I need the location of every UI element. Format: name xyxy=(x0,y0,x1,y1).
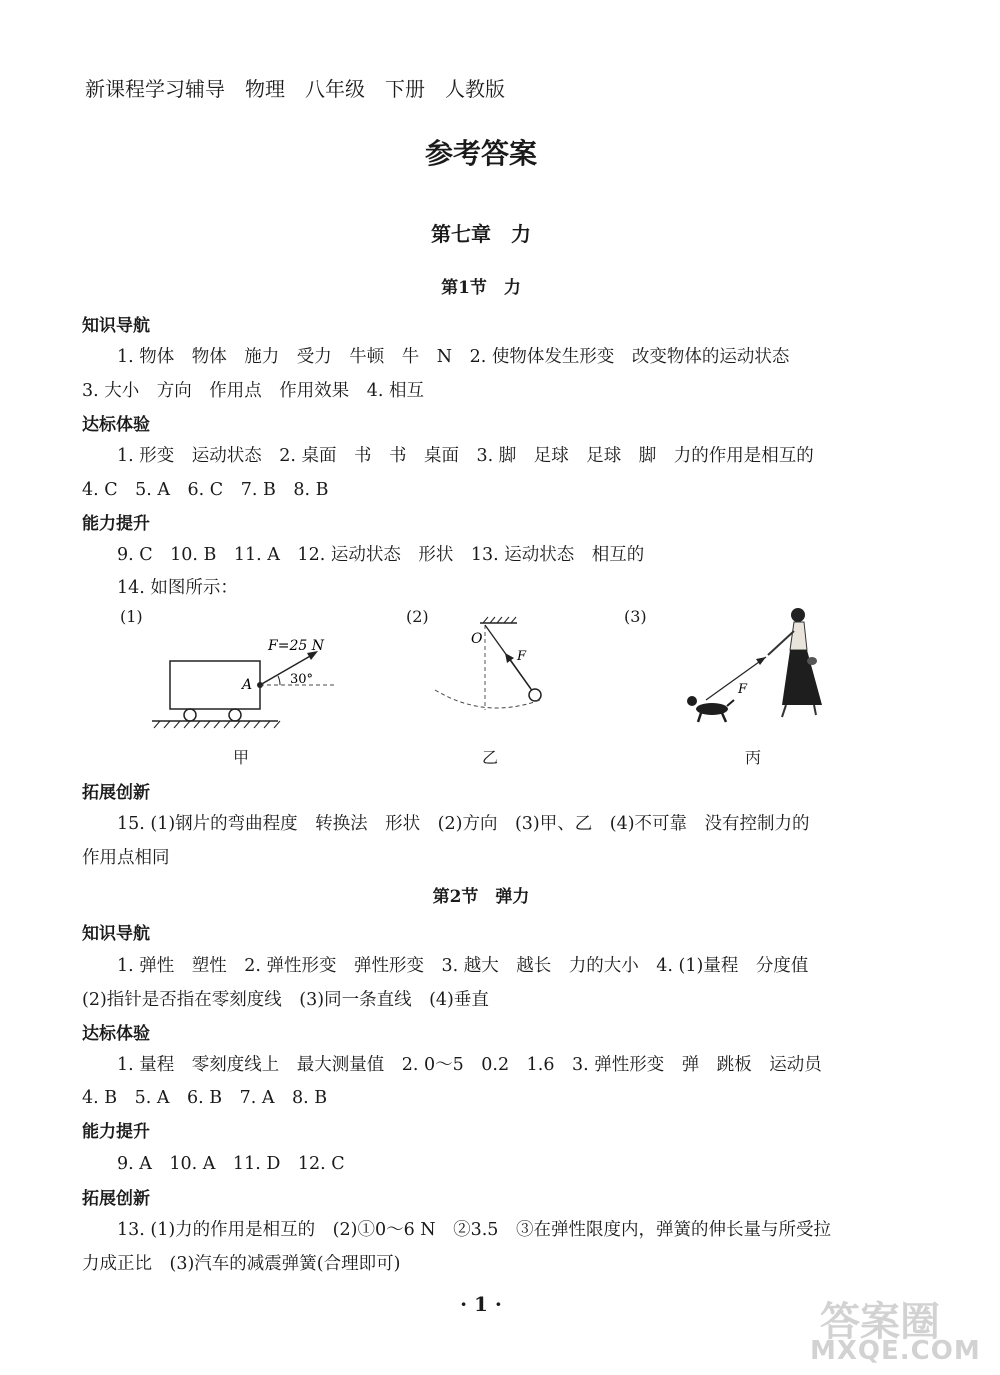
ceiling-hatch xyxy=(483,617,516,623)
book-header: 新课程学习辅导 物理 八年级 下册 人教版 xyxy=(85,77,505,101)
figure-3-dog-walk xyxy=(676,605,836,727)
watermark-logo xyxy=(802,1290,992,1372)
s1-ability-line-2: 14. 如图所示： xyxy=(117,578,238,598)
figure-2-label: (2) xyxy=(406,607,429,626)
s2-heading-extension: 拓展创新 xyxy=(82,1189,150,1209)
s1-practice-line-1: 1. 形变 运动状态 2. 桌面 书 书 桌面 3. 脚 足球 足球 脚 力的作用是相互的 xyxy=(117,446,814,466)
s1-knowledge-line-2: 3. 大小 方向 作用点 作用效果 4. 相互 xyxy=(82,381,425,401)
leash-line xyxy=(706,657,766,700)
s2-heading-practice: 达标体验 xyxy=(82,1024,150,1044)
figure-1-cart-force xyxy=(140,625,360,740)
cart-wheel-left xyxy=(184,709,196,721)
s2-extension-line-1: 13. (1)力的作用是相互的 (2)①0～6 N ②3.5 ③在弹性限度内，弹簧的伸长量与所受拉 xyxy=(117,1220,831,1240)
figure-2-caption: 乙 xyxy=(482,748,499,767)
s2-knowledge-line-1: 1. 弹性 塑性 2. 弹性形变 弹性形变 3. 越大 越长 力的大小 4. (1)量程 分度值 xyxy=(117,956,809,976)
chapter-title: 第七章 力 xyxy=(431,222,531,246)
angle-label: 30° xyxy=(290,672,314,687)
watermark-text-cn: 答案圈 xyxy=(820,1299,940,1345)
s1-heading-knowledge: 知识导航 xyxy=(82,316,150,336)
cart-wheel-right xyxy=(229,709,241,721)
dog-leg-back xyxy=(722,713,726,722)
page-title: 参考答案 xyxy=(424,137,537,170)
leash-force-label: F xyxy=(738,682,748,697)
point-a-label: A xyxy=(242,677,253,693)
s1-knowledge-line-1: 1. 物体 物体 施力 受力 牛顿 牛 N 2. 使物体发生形变 改变物体的运动状态 xyxy=(117,347,790,367)
swing-arc xyxy=(435,690,540,708)
dog-tail xyxy=(727,700,734,706)
figure-2-pendulum xyxy=(425,615,565,725)
section-2-title: 第2节 弹力 xyxy=(432,887,530,907)
woman-leg-right xyxy=(814,705,816,715)
s2-heading-knowledge: 知识导航 xyxy=(82,924,150,944)
pendulum-bob xyxy=(529,689,541,701)
s1-heading-practice: 达标体验 xyxy=(82,415,150,435)
s2-ability-line-1: 9. A 10. A 11. D 12. C xyxy=(117,1154,345,1174)
s2-extension-line-2: 力成正比 (3)汽车的减震弹簧(合理即可) xyxy=(82,1254,401,1274)
s1-heading-extension: 拓展创新 xyxy=(82,783,150,803)
s1-extension-line-2: 作用点相同 xyxy=(82,848,170,868)
woman-blouse xyxy=(790,622,807,650)
woman-skirt xyxy=(782,650,822,705)
woman-bag xyxy=(807,657,817,665)
force-label-text: F=25 N xyxy=(268,638,324,654)
tension-label: F xyxy=(517,649,527,664)
s2-heading-ability: 能力提升 xyxy=(82,1122,150,1142)
figure-1-caption: 甲 xyxy=(233,748,250,767)
s2-practice-line-2: 4. B 5. A 6. B 7. A 8. B xyxy=(82,1088,328,1108)
s2-practice-line-1: 1. 量程 零刻度线上 最大测量值 2. 0～5 0.2 1.6 3. 弹性形变 弹 跳板 运动员 xyxy=(117,1055,822,1075)
figure-3-label: (3) xyxy=(624,607,647,626)
figure-1-label: (1) xyxy=(120,607,143,626)
s1-extension-line-1: 15. (1)钢片的弯曲程度 转换法 形状 (2)方向 (3)甲、乙 (4)不可靠 没有控制力的 xyxy=(117,814,810,834)
angle-arc xyxy=(278,676,280,685)
s1-ability-line-1: 9. C 10. B 11. A 12. 运动状态 形状 13. 运动状态 相互的 xyxy=(117,545,645,565)
woman-head xyxy=(791,608,805,622)
dog-leg-front xyxy=(698,713,701,722)
figure-3-caption: 丙 xyxy=(745,748,762,767)
watermark-text-url: MXQE.COM xyxy=(810,1336,981,1366)
dog-head xyxy=(687,696,697,706)
woman-leg-left xyxy=(782,705,786,717)
s2-knowledge-line-2: (2)指针是否指在零刻度线 (3)同一条直线 (4)垂直 xyxy=(82,990,489,1010)
pivot-o-label: O xyxy=(471,631,483,647)
tension-arrowhead xyxy=(505,653,514,663)
page-number: · 1 · xyxy=(460,1292,502,1316)
s1-practice-line-2: 4. C 5. A 6. C 7. B 8. B xyxy=(82,480,329,500)
ground-hatch xyxy=(154,721,280,728)
s1-heading-ability: 能力提升 xyxy=(82,514,150,534)
section-1-title: 第1节 力 xyxy=(441,278,521,298)
